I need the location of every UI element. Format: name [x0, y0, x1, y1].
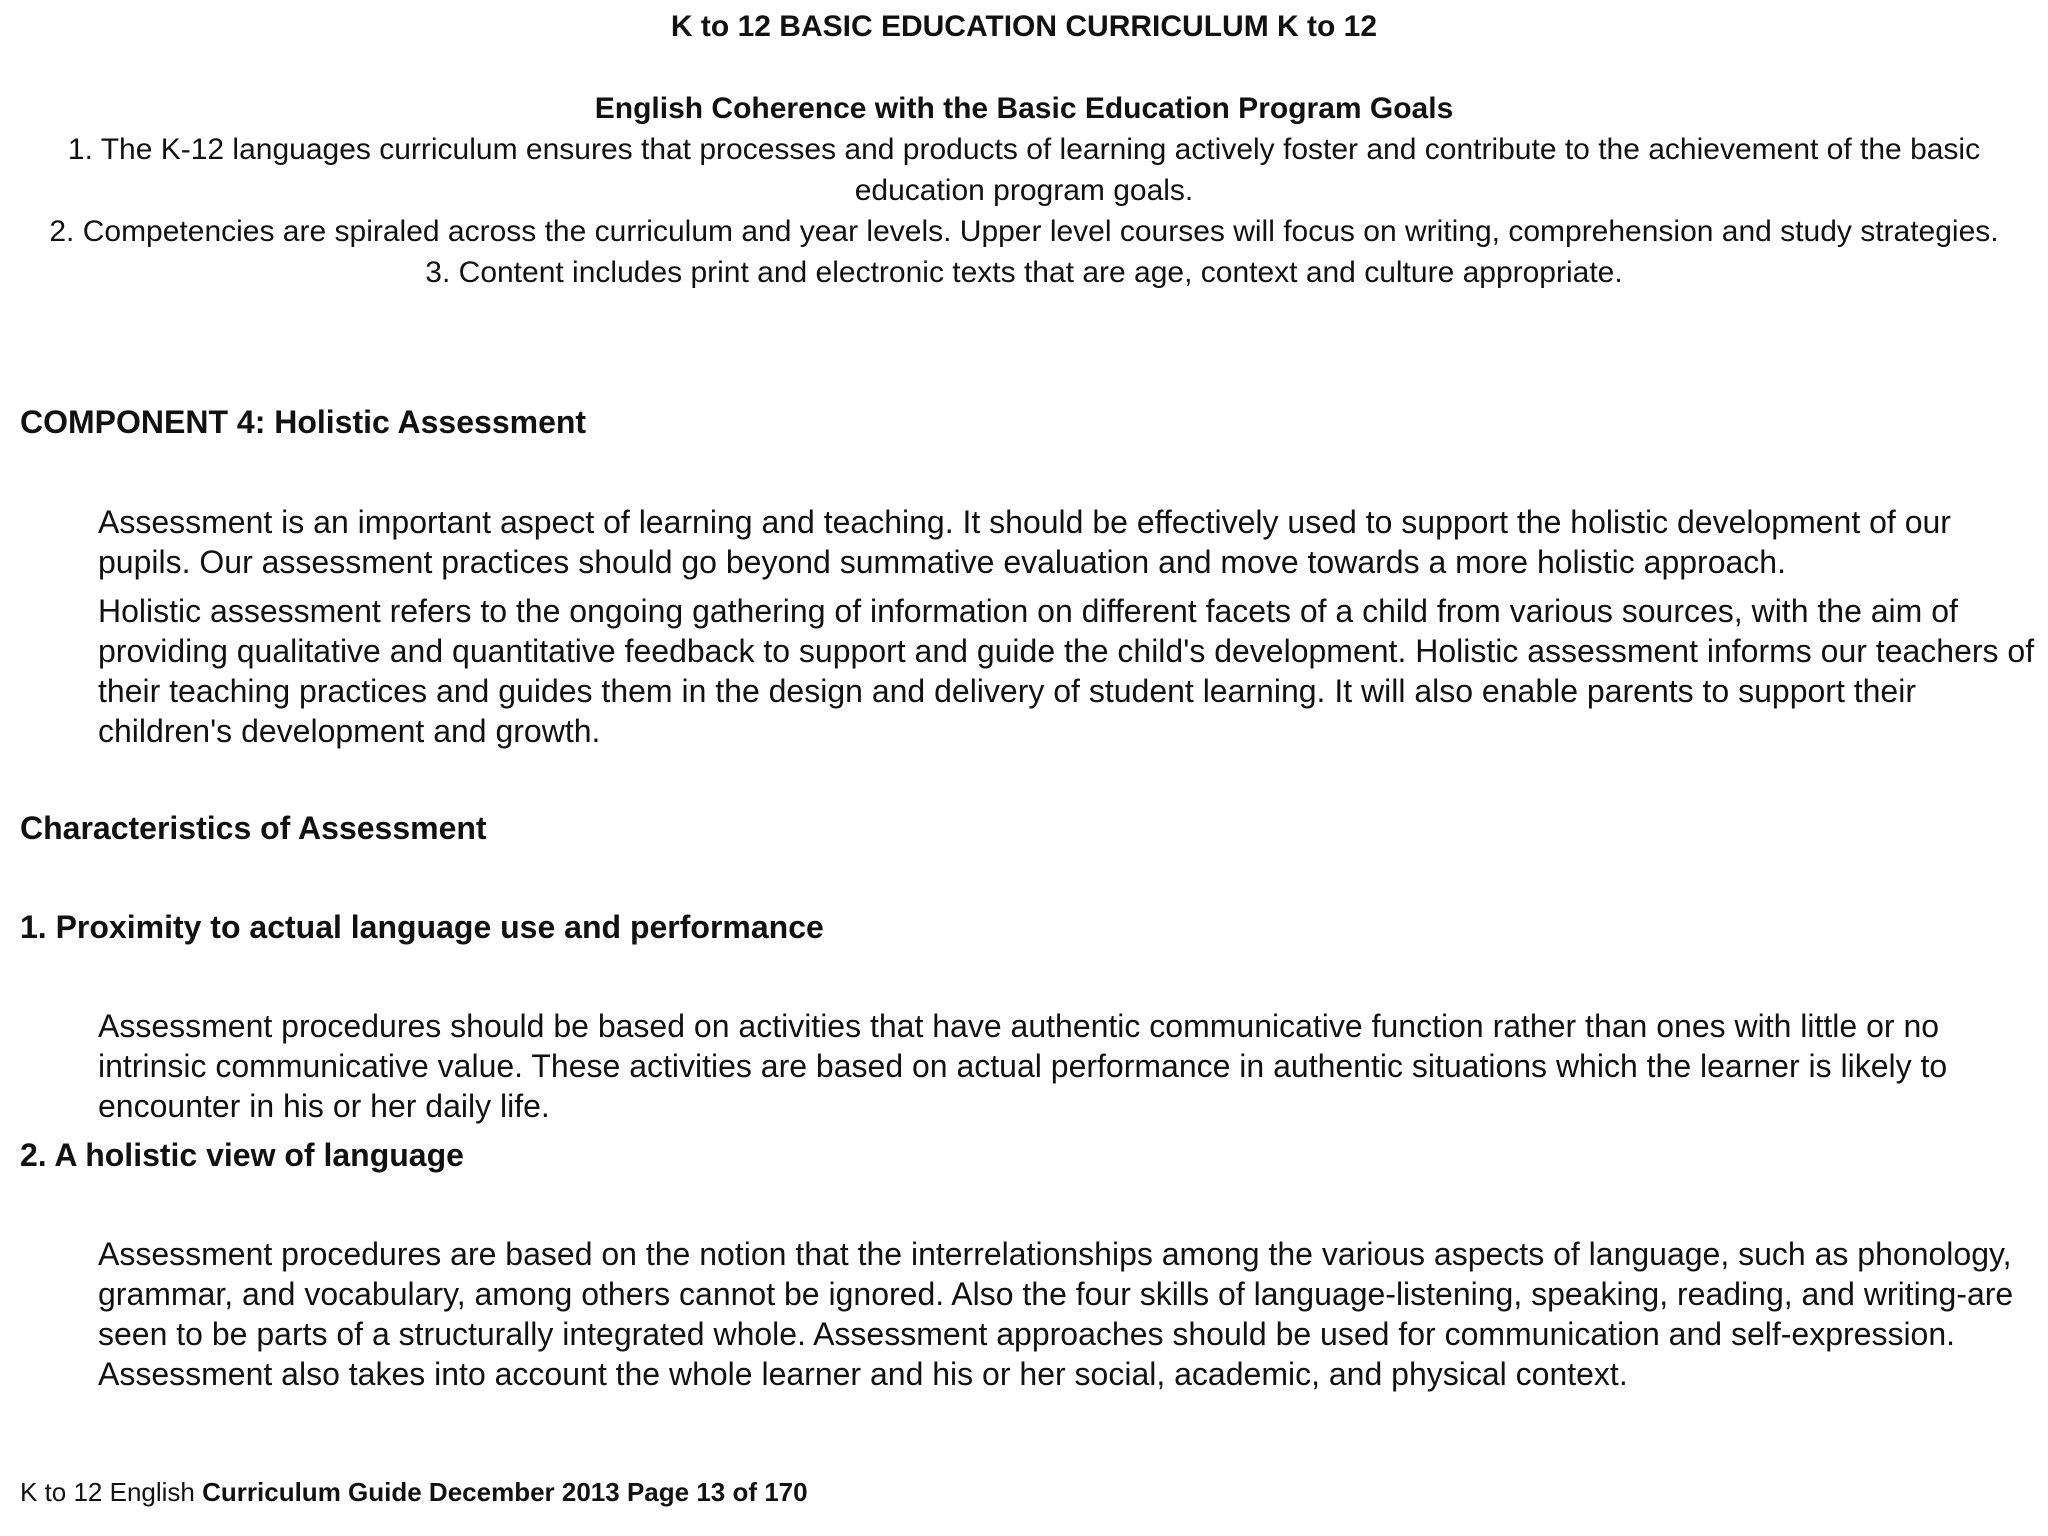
characteristics-heading: Characteristics of Assessment	[20, 810, 487, 846]
characteristic-paragraph: Assessment procedures should be based on activities that have authentic communicative function rather than ones with little or no intrinsic communicative value. These activities are based on actual performance in authentic situations which the learner is likely to encounter in his or her daily life.	[98, 1008, 1948, 1124]
characteristic-heading: 1. Proximity to actual language use and performance	[20, 909, 824, 945]
coherence-point: 2. Competencies are spiraled across the curriculum and year levels. Upper level courses will focus on writing, comprehension and study strategies.	[49, 215, 1999, 248]
assessment-intro-paragraph: Assessment is an important aspect of learning and teaching. It should be effectively used to support the holistic development of our pupils. Our assessment practices should go beyond summative evaluation and move towards a more holistic approach.	[98, 504, 1951, 580]
characteristic-heading: 2. A holistic view of language	[20, 1137, 464, 1173]
page-footer	[20, 1477, 808, 1508]
coherence-subtitle: English Coherence with the Basic Education Program Goals	[594, 92, 1454, 125]
coherence-point: 3. Content includes print and electronic texts that are age, context and culture appropriate.	[425, 256, 1623, 289]
characteristic-paragraph: Assessment procedures are based on the notion that the interrelationships among the various aspects of language, such as phonology, grammar, and vocabulary, among others cannot be ignored. Also the four skills of language-listening, speaking, reading, and writing-are seen to be parts of a structurally integrated whole. Assessment approaches should be used for communication and self-expression. Assessment also takes into account the whole learner and his or her social, academic, and physical context.	[98, 1236, 2014, 1392]
document-title: K to 12 BASIC EDUCATION CURRICULUM K to 12	[670, 10, 1378, 43]
component-heading: COMPONENT 4: Holistic Assessment	[20, 404, 587, 440]
coherence-point: 1. The K-12 languages curriculum ensures that processes and products of learning actively foster and contribute to the achievement of the basic education program goals.	[67, 133, 1981, 207]
coherence-section	[20, 88, 2028, 293]
footer-page-info: Curriculum Guide December 2013 Page 13 of 170	[202, 1477, 808, 1507]
footer-prefix: K to 12 English	[20, 1477, 203, 1507]
holistic-assessment-paragraph: Holistic assessment refers to the ongoing gathering of information on different facets of a child from various sources, with the aim of providing qualitative and quantitative feedback to support and guide the child's development. Holistic assessment informs our teachers of their teaching practices and guides them in the design and delivery of student learning. It will also enable parents to support their children's development and growth.	[98, 593, 2035, 749]
